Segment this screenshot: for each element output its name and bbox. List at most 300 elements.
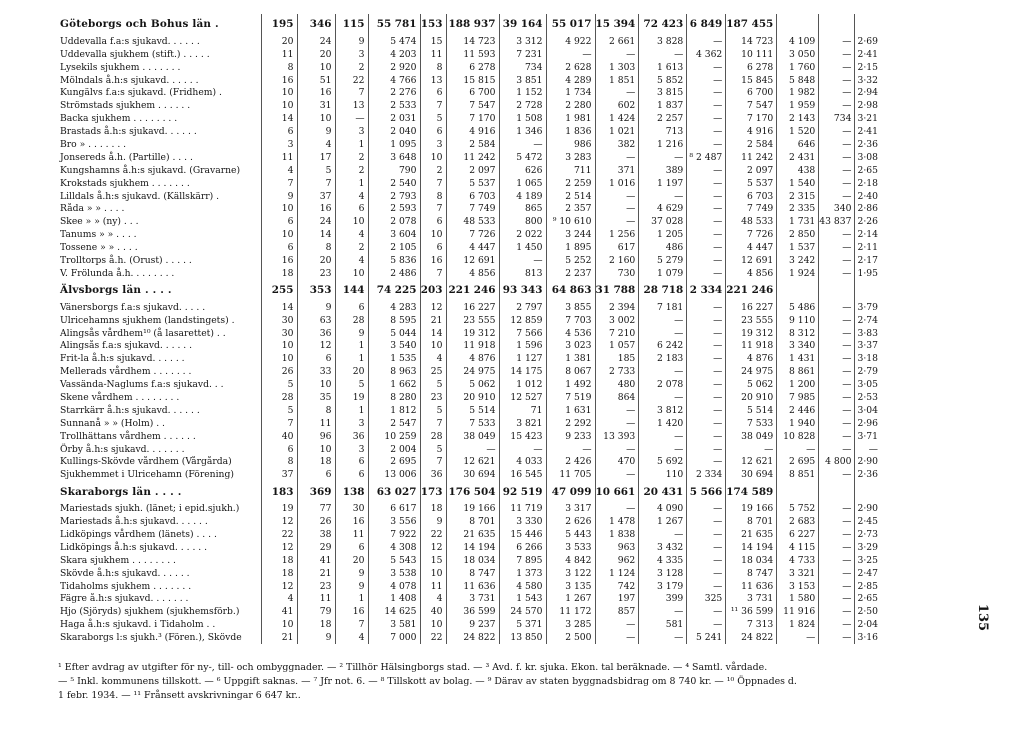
table-cell: 1 016 bbox=[595, 177, 639, 190]
table-cell: 14 175 bbox=[499, 365, 546, 378]
table-cell: — bbox=[595, 87, 639, 100]
table-cell: 1 057 bbox=[595, 340, 639, 353]
table-cell: — bbox=[819, 606, 855, 619]
footnote-line-1: ¹ Efter avdrag av utgifter för ny-, till- och ombyggnader. — ² Tillhör Hälsingborgs stad. — ³ Avd. f. kr. sjuka. Ekon. tal beräknade. — ⁴ Samtl. vårdade. bbox=[58, 662, 768, 673]
table-cell: 3·37 bbox=[857, 340, 878, 352]
table-cell: 1 065 bbox=[499, 177, 546, 190]
row-label: Mariestads å.h:s sjukavd. . . . . . bbox=[58, 515, 261, 528]
table-cell: 3 828 bbox=[639, 35, 687, 48]
table-cell: 1 580 bbox=[777, 593, 819, 606]
table-cell: 13 393 bbox=[595, 430, 639, 443]
table-cell: 1 824 bbox=[777, 618, 819, 631]
table-cell: 29 bbox=[297, 541, 335, 554]
row-label: Tidaholms sjukhem . . . . . . . bbox=[58, 580, 261, 593]
table-cell: — bbox=[819, 228, 855, 241]
table-cell: 10 bbox=[297, 61, 335, 74]
table-cell: 3·25 bbox=[857, 554, 878, 566]
table-cell: 4 536 bbox=[546, 327, 595, 340]
table-cell: 11 bbox=[261, 151, 297, 164]
table-cell: 7 000 bbox=[368, 631, 420, 644]
table-cell: — bbox=[639, 430, 687, 443]
table-row bbox=[58, 456, 881, 469]
table-cell: 6 242 bbox=[639, 340, 687, 353]
table-cell: 2 031 bbox=[368, 112, 420, 125]
row-label: Göteborgs och Bohus län . bbox=[58, 14, 261, 35]
table-cell: 4 bbox=[261, 164, 297, 177]
table-row bbox=[58, 502, 881, 515]
table-cell: 6 bbox=[335, 301, 368, 314]
table-cell: 742 bbox=[595, 580, 639, 593]
table-cell: 1 450 bbox=[499, 241, 546, 254]
table-cell: — bbox=[639, 443, 687, 456]
table-cell: 3 244 bbox=[546, 228, 595, 241]
table-cell: 1 851 bbox=[595, 74, 639, 87]
table-cell: — bbox=[819, 593, 855, 606]
table-cell: 2 078 bbox=[639, 378, 687, 391]
table-cell: — bbox=[595, 48, 639, 61]
table-cell: 48 533 bbox=[446, 215, 499, 228]
table-cell: 7 547 bbox=[446, 99, 499, 112]
table-cell: 3 321 bbox=[777, 567, 819, 580]
table-row bbox=[58, 567, 881, 580]
table-cell: 1 662 bbox=[368, 378, 420, 391]
table-cell: 255 bbox=[261, 280, 297, 301]
table-cell: 20 bbox=[297, 48, 335, 61]
table-cell: 6 bbox=[335, 456, 368, 469]
table-cell: 20 bbox=[261, 35, 297, 48]
table-cell: 144 bbox=[335, 280, 368, 301]
row-label: Vassända-Naglums f.a:s sjukavd. . . bbox=[58, 378, 261, 391]
table-cell: 4 447 bbox=[726, 241, 777, 254]
table-cell: — bbox=[687, 61, 726, 74]
table-row bbox=[58, 340, 881, 353]
table-cell: 1 760 bbox=[777, 61, 819, 74]
table-cell: 6 703 bbox=[726, 190, 777, 203]
table-cell: 2·26 bbox=[857, 216, 878, 228]
table-row bbox=[58, 228, 881, 241]
table-cell: 14 194 bbox=[726, 541, 777, 554]
table-row bbox=[58, 606, 881, 619]
table-cell: — bbox=[595, 190, 639, 203]
table-cell bbox=[777, 14, 819, 35]
table-cell: 12 bbox=[261, 541, 297, 554]
table-cell: 1 408 bbox=[368, 593, 420, 606]
table-cell: 10 bbox=[297, 112, 335, 125]
table-cell: 24 822 bbox=[726, 631, 777, 644]
table-cell: 21 bbox=[297, 567, 335, 580]
table-cell: 28 bbox=[420, 430, 446, 443]
table-cell: 5 836 bbox=[368, 254, 420, 267]
table-cell: 36 599 bbox=[446, 606, 499, 619]
table-cell: 3 604 bbox=[368, 228, 420, 241]
table-cell: 2 797 bbox=[499, 301, 546, 314]
table-cell: 37 bbox=[261, 469, 297, 482]
table-cell: 36 bbox=[335, 430, 368, 443]
row-label: Tanums » » . . . . bbox=[58, 228, 261, 241]
table-cell: 4 733 bbox=[777, 554, 819, 567]
table-cell: — bbox=[819, 301, 855, 314]
table-row bbox=[58, 378, 881, 391]
table-row bbox=[58, 327, 881, 340]
table-cell: 7 533 bbox=[726, 417, 777, 430]
table-cell: — bbox=[639, 391, 687, 404]
table-cell: — bbox=[819, 502, 855, 515]
table-cell: — bbox=[595, 618, 639, 631]
table-cell: 1 012 bbox=[499, 378, 546, 391]
table-cell: 1 424 bbox=[595, 112, 639, 125]
table-cell: 2·94 bbox=[857, 87, 878, 99]
table-cell: 2 547 bbox=[368, 417, 420, 430]
table-cell: — bbox=[639, 314, 687, 327]
table-cell: — bbox=[687, 327, 726, 340]
table-cell: 24 570 bbox=[499, 606, 546, 619]
table-cell: 7 547 bbox=[726, 99, 777, 112]
table-cell: — bbox=[819, 327, 855, 340]
table-cell: 1 bbox=[335, 138, 368, 151]
table-cell: 2 bbox=[335, 164, 368, 177]
table-cell: — bbox=[819, 631, 855, 644]
table-cell: — bbox=[687, 138, 726, 151]
table-cell: 3 bbox=[335, 417, 368, 430]
table-cell: 2 533 bbox=[368, 99, 420, 112]
table-cell: 6 700 bbox=[446, 87, 499, 100]
table-cell: 4 580 bbox=[499, 580, 546, 593]
table-cell: 5 044 bbox=[368, 327, 420, 340]
table-cell: 3 540 bbox=[368, 340, 420, 353]
table-cell: 6 bbox=[420, 87, 446, 100]
table-cell: 12 621 bbox=[726, 456, 777, 469]
table-cell: 6 bbox=[261, 241, 297, 254]
row-label: Uddevalla f.a:s sjukavd. . . . . . bbox=[58, 35, 261, 48]
table-cell: 1 537 bbox=[777, 241, 819, 254]
table-cell: 10 bbox=[261, 87, 297, 100]
page-number: 135 bbox=[974, 603, 990, 632]
table-cell: 1 bbox=[335, 404, 368, 417]
table-cell: 2 097 bbox=[726, 164, 777, 177]
table-cell: 1 bbox=[335, 593, 368, 606]
table-cell: 2 584 bbox=[726, 138, 777, 151]
table-cell: 2·65 bbox=[857, 593, 878, 605]
table-cell: 4 bbox=[335, 228, 368, 241]
table-cell: 2 426 bbox=[546, 456, 595, 469]
table-cell: — bbox=[819, 378, 855, 391]
row-label: Kullings-Skövde vårdhem (Vårgårda) bbox=[58, 456, 261, 469]
table-cell: 5 279 bbox=[639, 254, 687, 267]
table-cell: — bbox=[687, 35, 726, 48]
table-cell: — bbox=[446, 443, 499, 456]
row-label: Lidköpings vårdhem (länets) . . . . bbox=[58, 528, 261, 541]
table-cell: — bbox=[687, 404, 726, 417]
table-cell: — bbox=[335, 112, 368, 125]
table-cell: 8 280 bbox=[368, 391, 420, 404]
table-cell: 9 233 bbox=[546, 430, 595, 443]
table-cell: — bbox=[868, 443, 878, 455]
table-cell: — bbox=[819, 61, 855, 74]
table-cell: 26 bbox=[261, 365, 297, 378]
table-cell: — bbox=[595, 417, 639, 430]
table-cell: 2 143 bbox=[777, 112, 819, 125]
table-cell: 2·53 bbox=[857, 392, 878, 403]
table-cell: 12 bbox=[261, 580, 297, 593]
table-row bbox=[58, 443, 881, 456]
table-cell: 2 183 bbox=[639, 352, 687, 365]
table-cell: 6 bbox=[420, 215, 446, 228]
table-cell: 33 bbox=[297, 365, 335, 378]
table-cell: — bbox=[819, 314, 855, 327]
table-cell: 3 556 bbox=[368, 515, 420, 528]
table-cell: — bbox=[819, 99, 855, 112]
table-cell: 4 bbox=[420, 593, 446, 606]
table-cell: 5 474 bbox=[368, 35, 420, 48]
table-cell: 5 bbox=[420, 443, 446, 456]
table-cell: 5 bbox=[420, 404, 446, 417]
table-cell: 2 022 bbox=[499, 228, 546, 241]
table-cell: 4 447 bbox=[446, 241, 499, 254]
table-cell: 2 280 bbox=[546, 99, 595, 112]
table-cell: 11 242 bbox=[446, 151, 499, 164]
table-cell: — bbox=[819, 340, 855, 353]
table-cell: 13 bbox=[420, 74, 446, 87]
table-cell: 857 bbox=[595, 606, 639, 619]
table-cell: 8 bbox=[261, 61, 297, 74]
row-label: V. Frölunda å.h. . . . . . . . bbox=[58, 267, 261, 280]
table-cell: 4 629 bbox=[639, 203, 687, 216]
table-cell bbox=[819, 280, 855, 301]
table-cell: 221 246 bbox=[726, 280, 777, 301]
table-cell: 8 bbox=[420, 190, 446, 203]
table-cell: 183 bbox=[261, 481, 297, 502]
table-cell: 5 486 bbox=[777, 301, 819, 314]
row-label: Uddevalla sjukhem (stift.) . . . . . bbox=[58, 48, 261, 61]
table-cell: 2·50 bbox=[857, 606, 878, 618]
table-cell: 7 726 bbox=[446, 228, 499, 241]
table-cell: 486 bbox=[639, 241, 687, 254]
table-cell: 2·69 bbox=[857, 35, 878, 47]
table-cell: — bbox=[819, 541, 855, 554]
row-label: Skee » » (ny) . . . bbox=[58, 215, 261, 228]
table-cell: 2·86 bbox=[857, 203, 878, 215]
table-cell: 37 bbox=[297, 190, 335, 203]
table-cell: 5 252 bbox=[546, 254, 595, 267]
table-cell: 3·83 bbox=[857, 327, 878, 339]
table-cell: 5 bbox=[297, 164, 335, 177]
table-cell: 38 049 bbox=[446, 430, 499, 443]
table-cell: 5 bbox=[420, 112, 446, 125]
table-cell: 55 781 bbox=[368, 14, 420, 35]
table-cell: 1 734 bbox=[546, 87, 595, 100]
table-cell: 7 181 bbox=[639, 301, 687, 314]
table-cell: 1 bbox=[335, 352, 368, 365]
table-cell: 7 bbox=[420, 177, 446, 190]
table-cell: — bbox=[687, 580, 726, 593]
table-cell: 20 bbox=[335, 365, 368, 378]
table-cell: 8 701 bbox=[446, 515, 499, 528]
table-cell: 187 455 bbox=[726, 14, 777, 35]
table-cell: 74 225 bbox=[368, 280, 420, 301]
table-row bbox=[58, 177, 881, 190]
table-cell: 4 203 bbox=[368, 48, 420, 61]
table-cell: — bbox=[595, 502, 639, 515]
table-cell: 2 733 bbox=[595, 365, 639, 378]
table-cell: — bbox=[687, 430, 726, 443]
table-cell: 24 bbox=[297, 35, 335, 48]
table-cell: — bbox=[687, 254, 726, 267]
table-cell: 6 700 bbox=[726, 87, 777, 100]
table-cell: — bbox=[687, 515, 726, 528]
table-cell: 31 788 bbox=[595, 280, 639, 301]
table-cell: 3·04 bbox=[857, 404, 878, 416]
table-cell: 1 895 bbox=[546, 241, 595, 254]
table-cell: 63 bbox=[297, 314, 335, 327]
table-cell: 6 278 bbox=[446, 61, 499, 74]
row-label: Alingsås vårdhem¹⁰ (å lasarettet) . . bbox=[58, 327, 261, 340]
table-cell: 5 514 bbox=[726, 404, 777, 417]
table-cell: 38 bbox=[297, 528, 335, 541]
table-cell: — bbox=[639, 190, 687, 203]
table-cell: 626 bbox=[499, 164, 546, 177]
row-label: Tossene » » . . . . bbox=[58, 241, 261, 254]
table-cell: 3 317 bbox=[546, 502, 595, 515]
table-cell: 325 bbox=[687, 593, 726, 606]
table-cell: 6 278 bbox=[726, 61, 777, 74]
table-cell: 5 543 bbox=[368, 554, 420, 567]
table-cell: 19 bbox=[261, 502, 297, 515]
table-cell: 1 205 bbox=[639, 228, 687, 241]
table-cell: — bbox=[687, 203, 726, 216]
row-label: Hjo (Sjöryds) sjukhem (sjukhemsförb.) bbox=[58, 606, 261, 619]
table-cell: 8 bbox=[261, 456, 297, 469]
table-cell: 1 420 bbox=[639, 417, 687, 430]
table-cell: 353 bbox=[297, 280, 335, 301]
row-label: Lysekils sjukhem . . . . . . . bbox=[58, 61, 261, 74]
table-cell: 38 049 bbox=[726, 430, 777, 443]
table-cell: — bbox=[819, 391, 855, 404]
table-cell: — bbox=[819, 618, 855, 631]
table-row bbox=[58, 593, 881, 606]
table-cell: 37 028 bbox=[639, 215, 687, 228]
table-row bbox=[58, 267, 881, 280]
table-cell: 2 315 bbox=[777, 190, 819, 203]
table-cell: 3 533 bbox=[546, 541, 595, 554]
table-cell: 2·17 bbox=[857, 254, 878, 266]
table-cell: 5 752 bbox=[777, 502, 819, 515]
table-cell: 2 626 bbox=[546, 515, 595, 528]
table-cell: 10 bbox=[261, 352, 297, 365]
table-cell: 3 731 bbox=[446, 593, 499, 606]
table-cell: 3·21 bbox=[857, 113, 878, 125]
table-cell: 1 267 bbox=[546, 593, 595, 606]
table-cell: 13 850 bbox=[499, 631, 546, 644]
table-cell: — bbox=[687, 618, 726, 631]
table-cell: — bbox=[639, 48, 687, 61]
table-cell: 12 bbox=[420, 301, 446, 314]
table-cell: 4 335 bbox=[639, 554, 687, 567]
table-cell: 3 821 bbox=[499, 417, 546, 430]
table-cell: 6 849 bbox=[687, 14, 726, 35]
table-cell: 1 535 bbox=[368, 352, 420, 365]
table-cell: 5 852 bbox=[639, 74, 687, 87]
table-cell: — bbox=[499, 138, 546, 151]
table-row bbox=[58, 203, 881, 216]
table-cell: 1 197 bbox=[639, 177, 687, 190]
table-row bbox=[58, 301, 881, 314]
table-cell: 11 172 bbox=[546, 606, 595, 619]
table-cell: 10 828 bbox=[777, 430, 819, 443]
table-cell: 10 bbox=[261, 340, 297, 353]
table-cell: 2 793 bbox=[368, 190, 420, 203]
row-label: Trolltorps å.h. (Orust) . . . . . bbox=[58, 254, 261, 267]
table-cell: 5 241 bbox=[687, 631, 726, 644]
table-cell: 3 bbox=[261, 138, 297, 151]
table-cell: 4 362 bbox=[687, 48, 726, 61]
table-cell: 1 982 bbox=[777, 87, 819, 100]
table-cell: 11 bbox=[297, 593, 335, 606]
table-cell: 3·08 bbox=[857, 151, 878, 163]
table-cell: — bbox=[639, 528, 687, 541]
table-cell: — bbox=[687, 391, 726, 404]
table-cell: 1 838 bbox=[595, 528, 639, 541]
table-cell: — bbox=[595, 631, 639, 644]
row-label: Lidköpings å.h:s sjukavd. . . . . . bbox=[58, 541, 261, 554]
table-cell: 185 bbox=[595, 352, 639, 365]
table-cell: — bbox=[687, 365, 726, 378]
table-cell: 16 227 bbox=[726, 301, 777, 314]
table-cell: — bbox=[687, 74, 726, 87]
table-cell: — bbox=[819, 515, 855, 528]
table-cell: 11 bbox=[420, 48, 446, 61]
table-row bbox=[58, 99, 881, 112]
table-cell: 5 692 bbox=[639, 456, 687, 469]
table-cell: 6 266 bbox=[499, 541, 546, 554]
table-cell: — bbox=[595, 404, 639, 417]
table-cell: 581 bbox=[639, 618, 687, 631]
table-cell: — bbox=[819, 35, 855, 48]
table-cell: 173 bbox=[420, 481, 446, 502]
table-cell: 3 122 bbox=[546, 567, 595, 580]
table-cell: 5 371 bbox=[499, 618, 546, 631]
table-cell: 23 555 bbox=[446, 314, 499, 327]
table-cell: 40 bbox=[261, 430, 297, 443]
table-cell: 4 916 bbox=[446, 125, 499, 138]
table-cell: 813 bbox=[499, 267, 546, 280]
table-cell: — bbox=[819, 469, 855, 482]
table-cell: 2·47 bbox=[857, 567, 878, 579]
table-cell: 4 876 bbox=[726, 352, 777, 365]
table-cell: 7 bbox=[420, 456, 446, 469]
table-cell: 47 099 bbox=[546, 481, 595, 502]
table-cell: 7 566 bbox=[499, 327, 546, 340]
table-cell: 4 308 bbox=[368, 541, 420, 554]
table-cell: 9 bbox=[420, 515, 446, 528]
table-cell: 7 749 bbox=[726, 203, 777, 216]
table-cell: 7 895 bbox=[499, 554, 546, 567]
table-cell: 3 855 bbox=[546, 301, 595, 314]
table-cell: 617 bbox=[595, 241, 639, 254]
table-cell: 64 863 bbox=[546, 280, 595, 301]
table-cell: 19 312 bbox=[726, 327, 777, 340]
table-cell: 2 920 bbox=[368, 61, 420, 74]
table-cell: 3 731 bbox=[726, 593, 777, 606]
table-row bbox=[58, 365, 881, 378]
table-cell: 3 bbox=[335, 443, 368, 456]
table-cell: 71 bbox=[499, 404, 546, 417]
table-cell: 203 bbox=[420, 280, 446, 301]
table-cell: 18 034 bbox=[726, 554, 777, 567]
table-cell: 17 bbox=[297, 151, 335, 164]
table-cell: 24 975 bbox=[726, 365, 777, 378]
table-cell: 2 446 bbox=[777, 404, 819, 417]
table-cell: 23 bbox=[297, 580, 335, 593]
